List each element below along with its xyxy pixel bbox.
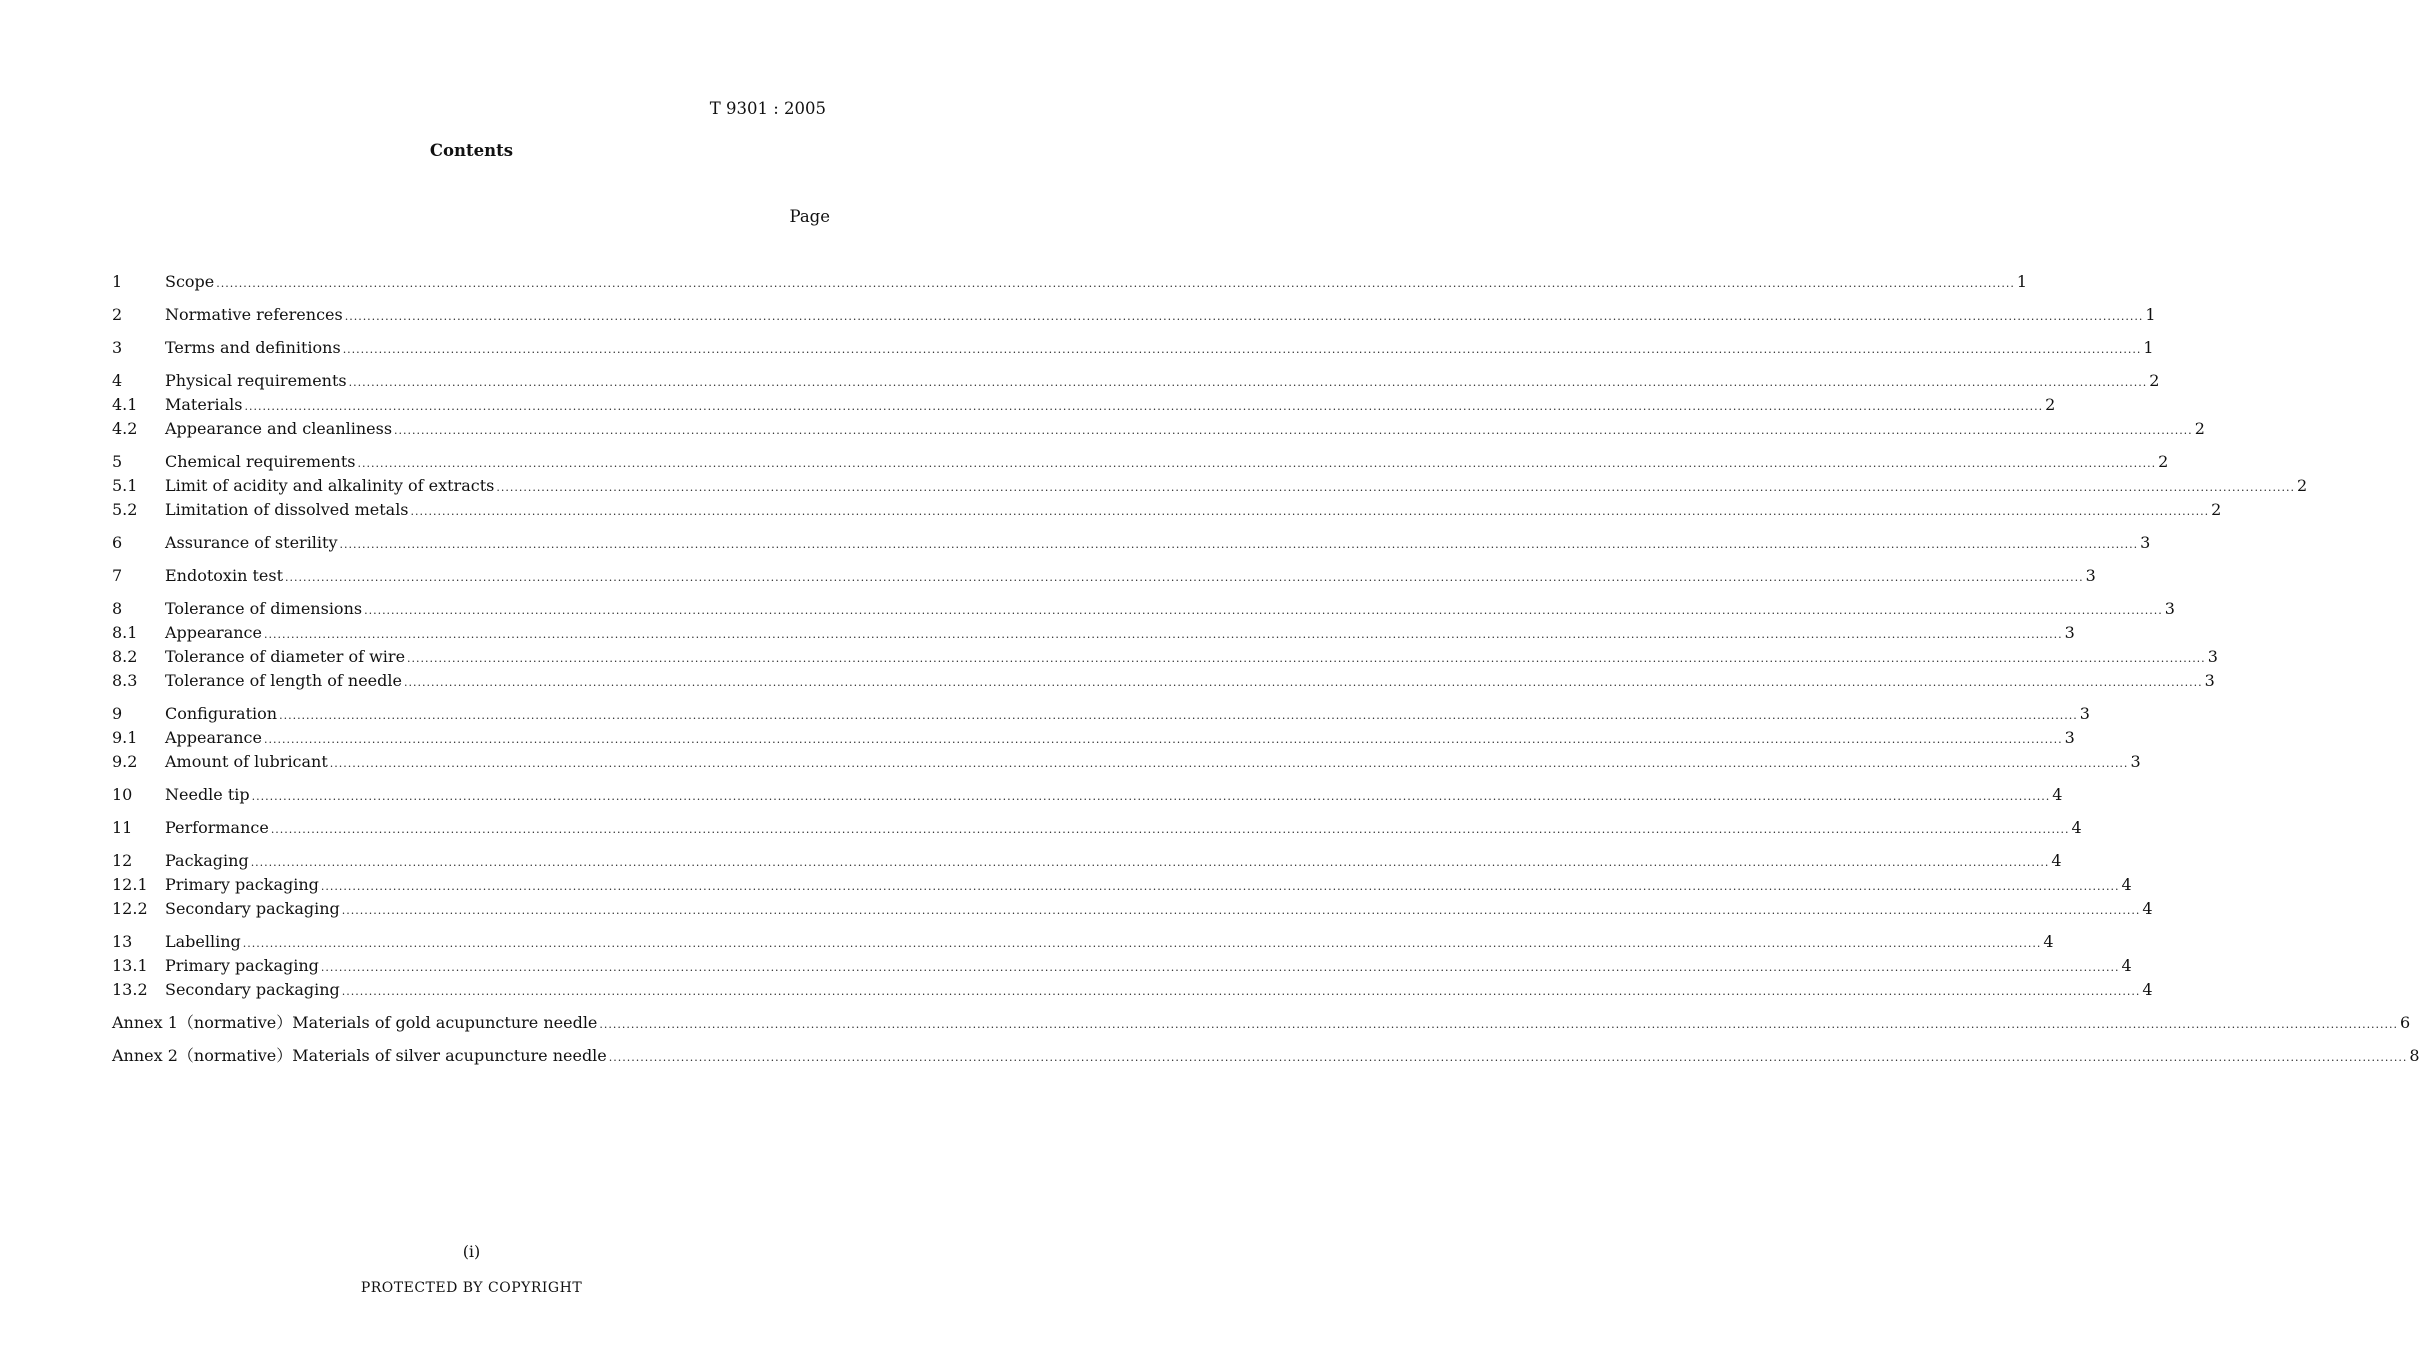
toc-entry-page: 1	[2016, 272, 2028, 291]
toc-entry-label: Amount of lubricant	[165, 752, 328, 771]
toc-entry[interactable]	[112, 474, 2308, 498]
toc-entry-number: 8.2	[112, 647, 138, 666]
dot-leader: ................................................................................................................................................................................................................................................................................................................................................................................................................	[216, 277, 2015, 290]
dot-leader: ................................................................................................................................................................................................................................................................................................................................................................................................................	[285, 571, 2084, 584]
toc-entry-label: Physical requirements	[165, 371, 347, 390]
toc-entry-page: 4	[2043, 932, 2054, 951]
page-column-heading: Page	[789, 207, 830, 226]
dot-leader: ................................................................................................................................................................................................................................................................................................................................................................................................................	[263, 628, 2063, 641]
dot-leader: ................................................................................................................................................................................................................................................................................................................................................................................................................	[394, 424, 2193, 437]
toc-entry-page: 2	[2296, 476, 2308, 495]
dot-leader: ................................................................................................................................................................................................................................................................................................................................................................................................................	[263, 733, 2063, 746]
toc-entry-label: Normative references	[165, 305, 343, 324]
toc-annex-label: Annex 1（normative）Materials of gold acupuncture needle	[112, 1013, 598, 1032]
dot-leader: ................................................................................................................................................................................................................................................................................................................................................................................................................	[270, 823, 2070, 836]
toc-entry-page: 1	[2145, 305, 2156, 324]
document-code: T 9301 : 2005	[709, 99, 826, 118]
toc-entry[interactable]	[112, 564, 2096, 588]
toc-entry-page: 3	[2064, 728, 2075, 747]
toc-entry-page: 1	[2143, 338, 2154, 357]
toc-entry[interactable]	[112, 597, 2175, 621]
toc-entry-page: 2	[2194, 419, 2205, 438]
toc-entry[interactable]	[112, 270, 2028, 294]
toc-entry-number: 2	[112, 305, 123, 324]
toc-entry-label: Labelling	[165, 932, 241, 951]
toc-entry-page: 3	[2064, 623, 2075, 642]
dot-leader: ................................................................................................................................................................................................................................................................................................................................................................................................................	[341, 985, 2141, 998]
toc-entry[interactable]	[112, 393, 2056, 417]
toc-entry-label: Scope	[165, 272, 215, 291]
copyright-notice: PROTECTED BY COPYRIGHT	[360, 1280, 583, 1296]
toc-entry-page: 4	[2052, 785, 2063, 804]
toc-entry-label: Needle tip	[165, 785, 250, 804]
toc-entry-number: 1	[112, 272, 123, 291]
dot-leader: ................................................................................................................................................................................................................................................................................................................................................................................................................	[250, 856, 2050, 869]
toc-entry-label: Tolerance of length of needle	[165, 671, 402, 690]
dot-leader: ................................................................................................................................................................................................................................................................................................................................................................................................................	[320, 880, 2120, 893]
toc-entry[interactable]	[112, 336, 2154, 360]
toc-entry[interactable]	[112, 498, 2222, 522]
toc-entry-page: 4	[2051, 851, 2062, 870]
toc-entry-number: 8.3	[112, 671, 138, 690]
toc-entry-label: Packaging	[165, 851, 249, 870]
dot-leader: ................................................................................................................................................................................................................................................................................................................................................................................................................	[403, 676, 2203, 689]
toc-entry-page: 3	[2164, 599, 2175, 618]
toc-entry-label: Appearance and cleanliness	[165, 419, 393, 438]
toc-entry-page: 4	[2142, 899, 2153, 918]
toc-entry-number: 10	[112, 785, 133, 804]
toc-entry[interactable]	[112, 450, 2169, 474]
toc-entry-number: 11	[112, 818, 133, 837]
toc-entry-number: 9.1	[112, 728, 138, 747]
toc-entry-number: 8	[112, 599, 123, 618]
footer-page-number: (i)	[462, 1242, 481, 1261]
toc-entry-label: Tolerance of dimensions	[165, 599, 363, 618]
toc-entry-page: 3	[2130, 752, 2141, 771]
toc-entry-number: 13.2	[112, 980, 148, 999]
toc-entry[interactable]	[112, 750, 2141, 774]
dot-leader: ................................................................................................................................................................................................................................................................................................................................................................................................................	[342, 343, 2142, 356]
toc-entry-label: Performance	[165, 818, 269, 837]
toc-entry-page: 3	[2085, 566, 2096, 585]
toc-entry-label: Primary packaging	[165, 875, 319, 894]
toc-entry[interactable]	[112, 873, 2132, 897]
toc-entry[interactable]	[112, 978, 2153, 1002]
toc-entry-page: 4	[2121, 875, 2132, 894]
toc-entry-label: Limit of acidity and alkalinity of extracts	[165, 476, 495, 495]
toc-entry-page: 2	[2158, 452, 2169, 471]
toc-entry-number: 4.2	[112, 419, 138, 438]
toc-entry-label: Assurance of sterility	[165, 533, 338, 552]
toc-entry-label: Configuration	[165, 704, 278, 723]
toc-entry[interactable]	[112, 930, 2054, 954]
toc-entry-page: 4	[2071, 818, 2082, 837]
toc-entry[interactable]	[112, 645, 2218, 669]
toc-entry-label: Terms and definitions	[165, 338, 341, 357]
page-title: Contents	[429, 141, 514, 160]
toc-entry-label: Limitation of dissolved metals	[165, 500, 409, 519]
toc-entry-page: 4	[2142, 980, 2153, 999]
toc-entry-number: 4	[112, 371, 123, 390]
toc-entry-label: Chemical requirements	[165, 452, 356, 471]
toc-entry-number: 5	[112, 452, 123, 471]
toc-entry-page: 3	[2140, 533, 2151, 552]
dot-leader: ................................................................................................................................................................................................................................................................................................................................................................................................................	[329, 757, 2129, 770]
toc-annex-page: 8	[2409, 1046, 2420, 1065]
toc-entry-label: Secondary packaging	[165, 980, 340, 999]
dot-leader: ................................................................................................................................................................................................................................................................................................................................................................................................................	[251, 790, 2051, 803]
toc-entry-number: 13	[112, 932, 133, 951]
toc-entry[interactable]	[112, 783, 2063, 807]
toc-entry-page: 3	[2079, 704, 2090, 723]
toc-entry-number: 6	[112, 533, 123, 552]
dot-leader: ................................................................................................................................................................................................................................................................................................................................................................................................................	[496, 481, 2295, 494]
toc-entry-number: 12	[112, 851, 133, 870]
toc-entry-number: 3	[112, 338, 123, 357]
toc-entry-number: 9	[112, 704, 123, 723]
toc-entry-number: 13.1	[112, 956, 148, 975]
toc-entry-number: 9.2	[112, 752, 138, 771]
toc-entry[interactable]	[112, 849, 2062, 873]
toc-entry-label: Secondary packaging	[165, 899, 340, 918]
toc-annex-label: Annex 2（normative）Materials of silver acupuncture needle	[112, 1046, 607, 1065]
toc-entry[interactable]	[112, 669, 2215, 693]
toc-entry[interactable]	[112, 702, 2090, 726]
toc-entry[interactable]	[112, 303, 2156, 327]
dot-leader: ................................................................................................................................................................................................................................................................................................................................................................................................................	[320, 961, 2120, 974]
toc-entry-number: 12.2	[112, 899, 148, 918]
toc-entry-label: Appearance	[165, 728, 262, 747]
toc-entry-page: 2	[2149, 371, 2160, 390]
toc-entry-page: 2	[2045, 395, 2056, 414]
toc-entry[interactable]	[112, 531, 2151, 555]
toc-entry-number: 7	[112, 566, 123, 585]
toc-annex-entry[interactable]	[112, 1044, 2420, 1068]
toc-entry[interactable]	[112, 621, 2075, 645]
toc-entry-label: Appearance	[165, 623, 262, 642]
toc-annex-entry[interactable]	[112, 1011, 2411, 1035]
dot-leader: ................................................................................................................................................................................................................................................................................................................................................................................................................	[407, 652, 2206, 665]
toc-entry[interactable]	[112, 417, 2205, 441]
dot-leader: ................................................................................................................................................................................................................................................................................................................................................................................................................	[279, 709, 2078, 722]
dot-leader: ................................................................................................................................................................................................................................................................................................................................................................................................................	[339, 538, 2139, 551]
dot-leader: ................................................................................................................................................................................................................................................................................................................................................................................................................	[357, 457, 2157, 470]
toc-entry[interactable]	[112, 726, 2075, 750]
dot-leader: ................................................................................................................................................................................................................................................................................................................................................................................................................	[608, 1051, 2408, 1064]
dot-leader: ................................................................................................................................................................................................................................................................................................................................................................................................................	[344, 310, 2144, 323]
toc-entry[interactable]	[112, 954, 2132, 978]
toc-entry-label: Endotoxin test	[165, 566, 283, 585]
dot-leader: ................................................................................................................................................................................................................................................................................................................................................................................................................	[348, 376, 2148, 389]
toc-entry[interactable]	[112, 897, 2153, 921]
toc-entry[interactable]	[112, 369, 2160, 393]
toc-entry-number: 5.1	[112, 476, 138, 495]
dot-leader: ................................................................................................................................................................................................................................................................................................................................................................................................................	[599, 1018, 2399, 1031]
toc-entry-label: Primary packaging	[165, 956, 319, 975]
dot-leader: ................................................................................................................................................................................................................................................................................................................................................................................................................	[242, 937, 2042, 950]
dot-leader: ................................................................................................................................................................................................................................................................................................................................................................................................................	[410, 505, 2210, 518]
toc-entry-number: 8.1	[112, 623, 138, 642]
toc-entry-number: 4.1	[112, 395, 138, 414]
table-of-contents	[112, 270, 2420, 1068]
toc-entry-page: 3	[2207, 647, 2218, 666]
toc-entry-number: 5.2	[112, 500, 138, 519]
toc-entry-page: 4	[2121, 956, 2132, 975]
toc-entry[interactable]	[112, 816, 2082, 840]
toc-entry-page: 2	[2211, 500, 2222, 519]
toc-entry-number: 12.1	[112, 875, 148, 894]
toc-entry-label: Materials	[165, 395, 243, 414]
toc-entry-page: 3	[2204, 671, 2215, 690]
dot-leader: ................................................................................................................................................................................................................................................................................................................................................................................................................	[364, 604, 2163, 617]
toc-annex-page: 6	[2400, 1013, 2411, 1032]
toc-entry-label: Tolerance of diameter of wire	[165, 647, 406, 666]
dot-leader: ................................................................................................................................................................................................................................................................................................................................................................................................................	[244, 400, 2044, 413]
dot-leader: ................................................................................................................................................................................................................................................................................................................................................................................................................	[341, 904, 2141, 917]
